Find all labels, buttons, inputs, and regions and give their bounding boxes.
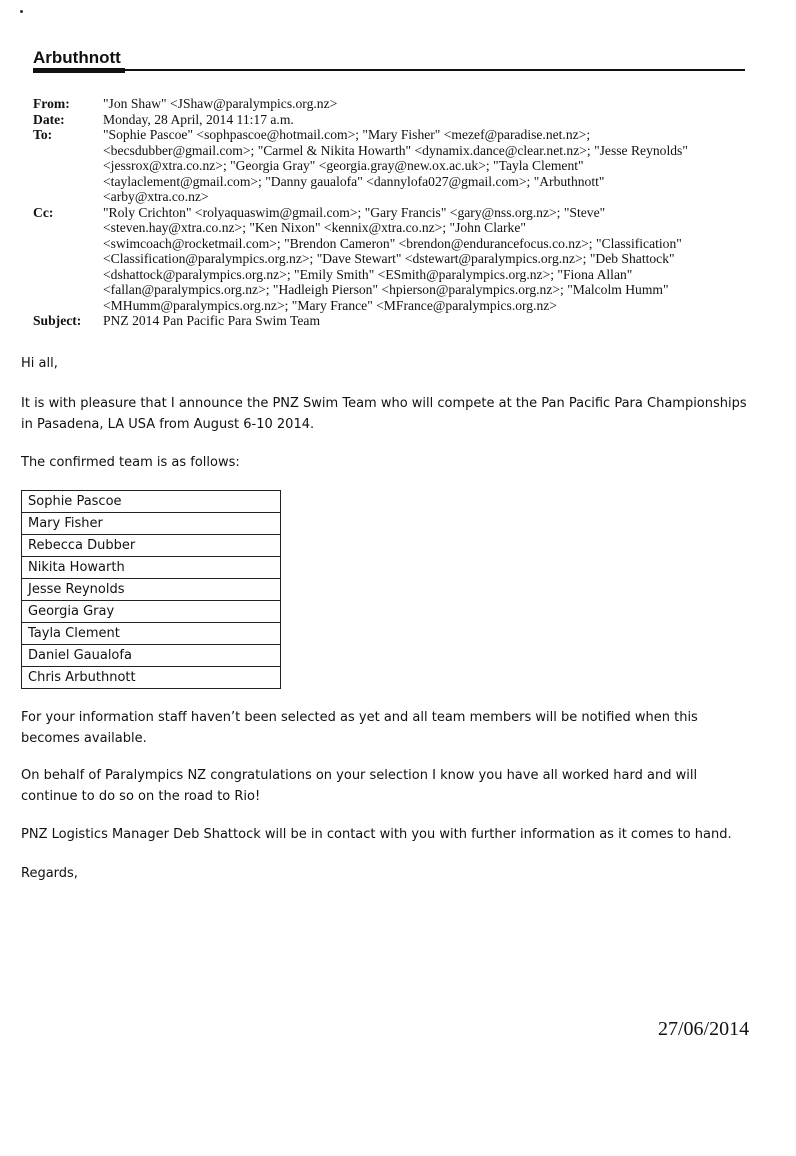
cc-line: <steven.hay@xtra.co.nz>; "Ken Nixon" <kennix@xtra.co.nz>; "John Clarke" bbox=[103, 220, 526, 235]
to-line: <becsdubber@gmail.com>; "Carmel & Nikita Howarth" <dynamix.dance@clear.net.nz>; "Jesse Reynolds" bbox=[103, 142, 688, 158]
subject-label: Subject: bbox=[33, 313, 82, 328]
team-member: Nikita Howarth bbox=[22, 557, 281, 579]
cc-recipients bbox=[103, 205, 753, 314]
to-line: <taylaclement@gmail.com>; "Danny gaualofa" <dannylofa027@gmail.com>; "Arbuthnott" bbox=[103, 173, 605, 189]
table-row bbox=[22, 579, 281, 601]
to-line: <jessrox@xtra.co.nz>; "Georgia Gray" <georgia.gray@new.ox.ac.uk>; "Tayla Clement" bbox=[103, 158, 584, 173]
table-row bbox=[22, 513, 281, 535]
cc-line: <dshattock@paralympics.org.nz>; "Emily Smith" <ESmith@paralympics.org.nz>; "Fiona Allan" bbox=[103, 266, 633, 282]
from-label: From: bbox=[33, 96, 70, 111]
to-line: "Sophie Pascoe" <sophpascoe@hotmail.com>; "Mary Fisher" <mezef@paradise.net.nz>; bbox=[103, 127, 591, 142]
paragraph-line: On behalf of Paralympics NZ congratulations on your selection I know you have all worked hard and will bbox=[21, 768, 698, 783]
cc-line: <swimcoach@rocketmail.com>; "Brendon Cameron" <brendon@endurancefocus.co.nz>; "Classification" bbox=[103, 235, 682, 251]
team-intro: The confirmed team is as follows: bbox=[21, 455, 240, 470]
cc-line: <fallan@paralympics.org.nz>; "Hadleigh Pierson" <hpierson@paralympics.org.nz>; "Malcolm Humm" bbox=[103, 282, 669, 297]
table-row bbox=[22, 557, 281, 579]
email-header bbox=[33, 96, 753, 329]
owner-divider bbox=[33, 69, 745, 71]
team-member: Chris Arbuthnott bbox=[22, 667, 281, 689]
table-row bbox=[22, 601, 281, 623]
team-member: Rebecca Dubber bbox=[22, 535, 281, 557]
paragraph-line: becomes available. bbox=[21, 731, 147, 746]
table-row bbox=[22, 623, 281, 645]
team-member: Jesse Reynolds bbox=[22, 579, 281, 601]
date-row bbox=[33, 112, 753, 128]
date-label: Date: bbox=[33, 111, 65, 127]
congratulations-paragraph bbox=[21, 765, 761, 807]
cc-line: "Roly Crichton" <rolyaquaswim@gmail.com>; "Gary Francis" <gary@nss.org.nz>; "Steve" bbox=[103, 204, 606, 220]
from-row bbox=[33, 96, 753, 112]
subject-value: PNZ 2014 Pan Pacific Para Swim Team bbox=[103, 313, 321, 328]
scan-speck bbox=[20, 10, 23, 13]
staff-paragraph bbox=[21, 707, 761, 749]
paragraph-line: in Pasadena, LA USA from August 6-10 2014. bbox=[21, 417, 315, 432]
cc-row bbox=[33, 205, 753, 314]
cc-label: Cc: bbox=[33, 204, 54, 220]
table-row bbox=[22, 667, 281, 689]
from-value: "Jon Shaw" <JShaw@paralympics.org.nz> bbox=[103, 96, 338, 111]
print-date-stamp: 27/06/2014 bbox=[658, 1018, 750, 1040]
mailbox-owner-name: Arbuthnott bbox=[33, 48, 121, 67]
table-row bbox=[22, 535, 281, 557]
announcement-paragraph bbox=[21, 393, 761, 435]
closing: Regards, bbox=[21, 866, 78, 881]
team-member: Tayla Clement bbox=[22, 623, 281, 645]
team-table bbox=[21, 490, 281, 689]
to-recipients bbox=[103, 127, 753, 205]
cc-line: <MHumm@paralympics.org.nz>; "Mary France" <MFrance@paralympics.org.nz> bbox=[103, 297, 557, 313]
to-line: <arby@xtra.co.nz> bbox=[103, 189, 209, 204]
table-row bbox=[22, 491, 281, 513]
team-member: Mary Fisher bbox=[22, 513, 281, 535]
to-row bbox=[33, 127, 753, 205]
team-member: Sophie Pascoe bbox=[22, 491, 281, 513]
date-value: Monday, 28 April, 2014 11:17 a.m. bbox=[103, 111, 294, 127]
paragraph-line: For your information staff haven’t been selected as yet and all team members will be notified when this bbox=[21, 710, 698, 725]
table-row bbox=[22, 645, 281, 667]
team-member: Daniel Gaualofa bbox=[22, 645, 281, 667]
subject-row bbox=[33, 313, 753, 329]
logistics-paragraph: PNZ Logistics Manager Deb Shattock will be in contact with you with further information as it comes to hand. bbox=[21, 827, 732, 842]
greeting: Hi all, bbox=[21, 356, 58, 371]
to-label: To: bbox=[33, 127, 53, 142]
paragraph-line: continue to do so on the road to Rio! bbox=[21, 789, 261, 804]
paragraph-line: It is with pleasure that I announce the PNZ Swim Team who will compete at the Pan Pacific Para Championships bbox=[21, 396, 747, 411]
cc-line: <Classification@paralympics.org.nz>; "Dave Stewart" <dstewart@paralympics.org.nz>; "Deb Shattock" bbox=[103, 251, 675, 266]
team-member: Georgia Gray bbox=[22, 601, 281, 623]
